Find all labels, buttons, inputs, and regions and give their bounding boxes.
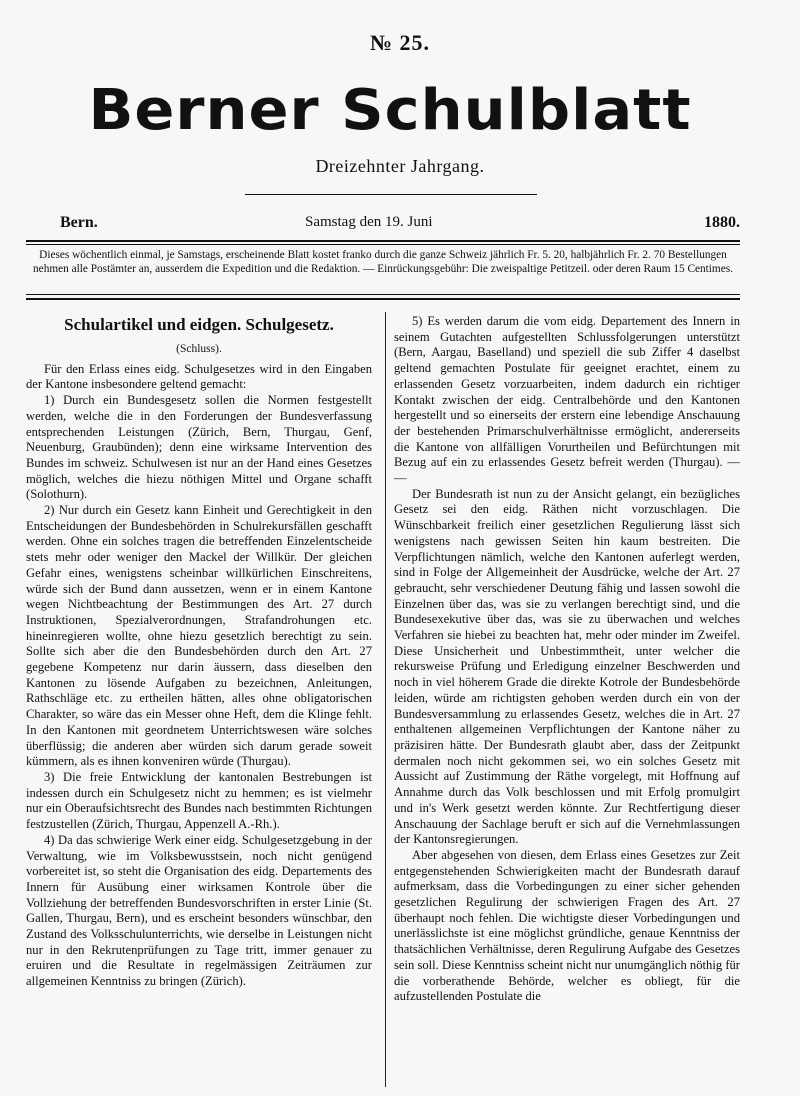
dateline-year: 1880.: [704, 214, 740, 231]
masthead-divider: [245, 194, 537, 195]
paragraph: 4) Da das schwierige Werk einer eidg. Schulgesetzgebung in der Verwaltung, wie im Volksbewusstsein, noch nicht genügend vorbereitet ist, so steht die Organisation des eidg. Departements des Innern für Ausübung einer wirksamen Kontrole über die Vollziehung der betreffenden Bundesvorschriften in erster Linie (St. Gallen, Thurgau, Bern), und es erscheint besonders wünschbar, den Zustand des Volksschulunterrichts, wie derselbe in Leistungen nicht nur in den Rekrutenprüfungen zu Tage tritt, immer genauer zu eruiren und die Resultate in regelmässigen Zeiträumen zur allgemeinen Kenntniss zu bringen (Zürich).: [26, 832, 372, 989]
notice-top-rule: [26, 240, 740, 242]
column-divider: [385, 312, 386, 1087]
paragraph: Für den Erlass eines eidg. Schulgesetzes wird in den Eingaben der Kantone insbesondere geltend gemacht:: [26, 361, 372, 392]
dateline-place: Bern.: [60, 214, 98, 231]
article-title: Schulartikel und eidgen. Schulgesetz.: [64, 315, 334, 334]
notice-bottom-rule: [26, 298, 740, 300]
masthead-title: Berner Schulblatt: [88, 76, 692, 143]
paragraph: 2) Nur durch ein Gesetz kann Einheit und Gerechtigkeit in den Entscheidungen der Bundesbehörden in Schulrekursfällen geschafft werden. Ohne ein solches tragen die betreffenden Einzelentscheide stets mehr oder weniger den Mackel der Willkür. Der gleichen Gefahr eines, wenigstens scheinbar willkürlichen Einschreitens, würde sich der Bund dann aussetzen, wenn er in einem Kantone wegen Nichtbeachtung der Bestimmungen des Art. 27 durch Instruktionen, Spezialverordnungen, Strafandrohungen etc. hineinregieren wollte, ohne hiezu gesetzlich berechtigt zu sein. Sollte sich aber die den Bundesbehörden durch den Art. 27 gegebene Kompetenz nur darin äussern, dass dieselben den Kantonen zu lösende Aufgaben zu bezeichnen, Anleitungen, Rathschläge etc. zu ertheilen hätten, alles ohne obligatorischen Charakter, so wäre das ein Messer ohne Heft, dem die Klinge fehlt. In den Kantonen mit geordnetem Unterrichtswesen wäre solches überflüssig; die anderen aber würden sich darum gerade soweit kümmern, als es ihnen konveniren würde (Thurgau).: [26, 503, 372, 769]
article-column-right: [394, 314, 740, 1005]
article-column-left: [26, 314, 372, 990]
paragraph: 1) Durch ein Bundesgesetz sollen die Normen festgestellt werden, welche die in den Forderungen der Bundesverfassung entsprechenden Leistungen (Zürich, Bern, Thurgau, Genf, Neuenburg, Graubünden); denn eine wirksame Intervention des Bundes im schweiz. Schulwesen ist nur an der Hand eines Gesetzes möglich, welches die hiezu nöthigen Mittel und Organe schafft (Solothurn).: [26, 393, 372, 502]
issue-number: № 25.: [369, 30, 431, 55]
subscription-notice: Dieses wöchentlich einmal, je Samstags, erscheinende Blatt kostet franko durch die ganze Schweiz jährlich Fr. 5. 20, halbjährlich Fr. 2. 70 Bestellungen nehmen alle Postämter an, ausserdem die Expedition und die Redaktion. — Einrückungsgebühr: Die zweispaltige Petitzeil. oder deren Raum 15 Centimes.: [33, 249, 733, 275]
dateline: [60, 214, 740, 238]
paragraph: Aber abgesehen von diesen, dem Erlass eines Gesetzes zur Zeit entgegenstehenden Schwierigkeiten macht der Bundesrath darauf aufmerksam, dass die Vorbedingungen zu einer sicher gehenden gesetzlichen Regulirung der schwierigen Fragen des Art. 27 überhaupt noch fehlen. Die wichtigste dieser Vorbedingungen und unerlässlichste ist eine möglichst gründliche, genaue Kenntniss der thatsächlichen Verhältnisse, deren Regulirung Aufgabe des Gesetzes sein soll. Diese Kenntniss scheint nicht nur unumgänglich nöthig für die vorberathende Behörde, welcher es obliegt, für die aufzustellenden Postulate die: [394, 847, 740, 1004]
dateline-date: Samstag den 19. Juni: [305, 214, 433, 230]
paragraph: 5) Es werden darum die vom eidg. Departement des Innern in seinem Gutachten aufgestellten Schlussfolgerungen unterstützt (Bern, Aargau, Baselland) und speziell die sub Ziffer 4 daselbst geltend gemachten Postulate für geeignet erachtet, einem zu erlassenden Gesetz vorzuarbeiten, indem dadurch ein richtiger Kontakt zwischen der eidg. Centralbehörde und den Kantonen hergestellt und so einerseits der erstern eine lebendige Anschauung der bestehenden Primarschulverhältnisse ermöglicht, andererseits die Kantone von allfälligen Vorurtheilen und Befürchtungen mit Bezug auf ein zu erlassendes Gesetz befreit werden (Thurgau). — —: [394, 314, 740, 486]
notice-top-rule-thin: [26, 244, 740, 245]
article-continuation: (Schluss).: [176, 343, 222, 355]
volume-subtitle: Dreizehnter Jahrgang.: [315, 156, 485, 176]
notice-bottom-rule-thin: [26, 294, 740, 295]
paragraph: Der Bundesrath ist nun zu der Ansicht gelangt, ein bezügliches Gesetz sei den eidg. Räthen nicht vorzuschlagen. Die Wünschbarkeit freilich einer gesetzlichen Regulierung lässt sich wenigstens nach gewissen Seiten hin kaum bestreiten. Die Verpflichtungen nämlich, welche den Kantonen auferlegt werden, sind in Folge der Allgemeinheit der Ausdrücke, welche der Art. 27 gebraucht, sehr verschiedener Deutung fähig und lassen sowohl die Einzelnen über das, was sie zu verlangen berechtigt sind, und die Bundesexekutive über das, was sie zu überwachen und welches Verfahren sie hiebei zu beachten hat, mehr oder minder im Zweifel. Diese Unsicherheit und Unbestimmtheit, unter welcher die rekursweise Prüfung und Erledigung einzelner Beschwerden und noch in viel höherem Grade die direkte Kotrole der Bundesbehörde leiden, würde am richtigsten gehoben werden durch ein von der Bundesversammlung zu erlassendes Gesetz, welches die in Art. 27 enthaltenen allgemeinen Verpflichtungen der Kantone näher zu präzisiren hätte. Der Bundesrath glaubt aber, dass der Zeitpunkt dermalen noch nicht gekommen sei, wo ein solches Gesetz mit Aussicht auf Zustimmung der Räthe vorgelegt, mit Hoffnung auf Annahme durch das Volk beschlossen und mit Erfolg promulgirt und in's Werk gesetzt werden könnte. Zur Rechtfertigung dieser Anschauung der Sachlage beruft er sich auf die Vernehmlassungen der Kantonsregierungen.: [394, 486, 740, 847]
paragraph: 3) Die freie Entwicklung der kantonalen Bestrebungen ist indessen durch ein Schulgesetz nicht zu hemmen; es ist vielmehr nur ein Oberaufsichtsrecht des Bundes nach bestimmten Richtungen festzustellen (Zürich, Thurgau, Appenzell A.-Rh.).: [26, 769, 372, 832]
